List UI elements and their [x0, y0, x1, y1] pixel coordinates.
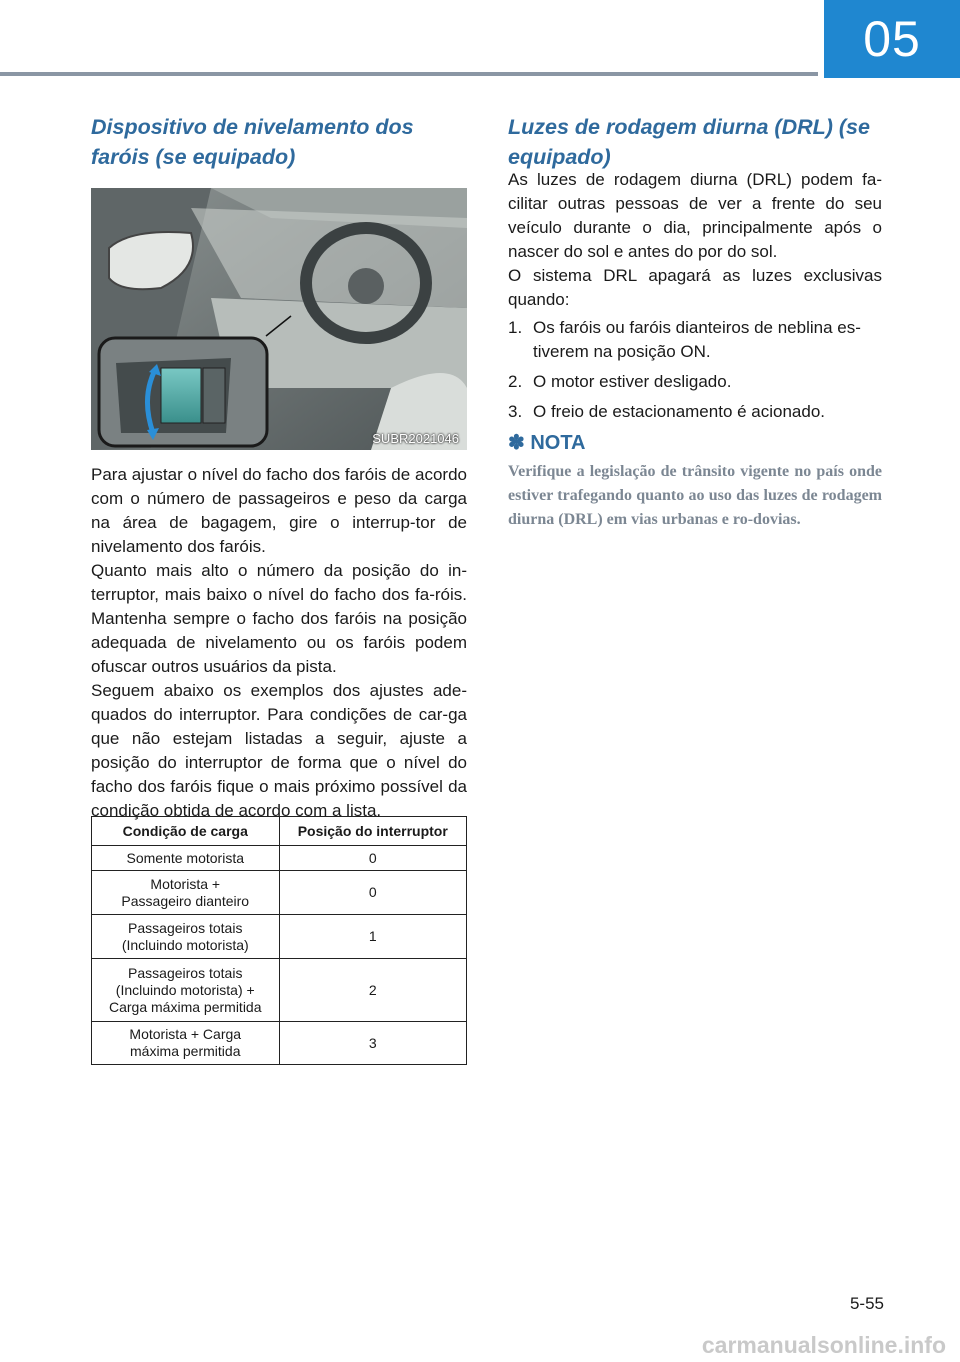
- table-row: [92, 846, 467, 871]
- table-header: Posição do interruptor: [279, 817, 467, 846]
- paragraph: Para ajustar o nível do facho dos faróis de acordo com o número de passageiros e peso da carga na área de bagagem, gire o interrup-tor de nivelamento dos faróis.: [91, 465, 467, 556]
- page-number: 5-55: [849, 1294, 884, 1313]
- load-condition-cell: [92, 1022, 280, 1065]
- list-number: 2.: [508, 372, 523, 391]
- note-text: Verifique a legislação de trânsito vigente no país onde estiver trafegando quanto ao uso das luzes de rodagem diurna (DRL) em vias urbanas e ro-dovias.: [508, 463, 882, 528]
- watermark: carmanualsonline.info: [701, 1332, 946, 1358]
- switch-position-cell: 1: [279, 915, 467, 959]
- switch-position-cell: 3: [279, 1022, 467, 1065]
- cell-line: Somente motorista: [126, 849, 244, 866]
- list-text: Os faróis ou faróis dianteiros de neblina es-tiverem na posição ON.: [533, 318, 861, 361]
- load-condition-cell: [92, 846, 280, 871]
- switch-position-cell: 2: [279, 959, 467, 1022]
- switch-position-cell: 0: [279, 846, 467, 871]
- list-item: [508, 316, 882, 364]
- paragraph: Quanto mais alto o número da posição do in-terruptor, mais baixo o nível do facho dos fa-róis. Mantenha sempre o facho dos faróis na posição adequada de nivelamento ou os faróis podem ofuscar outros usuários da pista.: [91, 561, 467, 676]
- paragraph: As luzes de rodagem diurna (DRL) podem fa-cilitar outras pessoas de ver a frente do seu veículo durante o dia, principalmente após o nascer do sol e antes do por do sol.: [508, 170, 882, 261]
- heading-line: Luzes de rodagem diurna (DRL) (se: [508, 115, 870, 139]
- cell-line: (Incluindo motorista): [121, 936, 249, 953]
- heading-line: Dispositivo de nivelamento dos: [91, 115, 414, 139]
- cell-line: Motorista + Carga: [129, 1026, 242, 1042]
- paragraph: O sistema DRL apagará as luzes exclusivas quando:: [508, 266, 882, 309]
- headlight-leveling-figure: [91, 188, 467, 450]
- cell-line: Passageiros totais: [128, 919, 243, 936]
- table-header: Condição de carga: [92, 817, 280, 846]
- section-heading-leveling: [91, 112, 467, 172]
- table-row: [92, 871, 467, 915]
- list-item: [508, 370, 882, 394]
- note-title: ✽ NOTA: [508, 432, 586, 454]
- car-interior-illustration: [91, 188, 467, 450]
- table-row: [92, 915, 467, 959]
- load-condition-table: [91, 816, 467, 1065]
- list-number: 1.: [508, 318, 523, 337]
- table-row: [92, 959, 467, 1022]
- heading-line: faróis (se equipado): [91, 145, 296, 169]
- header-rule: [0, 72, 818, 76]
- load-condition-cell: [92, 915, 280, 959]
- drl-conditions-list: [508, 316, 882, 430]
- table-row: [92, 1022, 467, 1065]
- cell-line: Motorista +: [150, 875, 221, 892]
- paragraph: Seguem abaixo os exemplos dos ajustes ade-quados do interruptor. Para condições de car-ga que não estejam listadas a seguir, ajuste a posição do interruptor de forma que o nível do facho dos faróis fique o mais próximo possível da condição obtida de acordo com a lista.: [91, 681, 467, 820]
- table-header-row: [92, 817, 467, 846]
- list-text: O freio de estacionamento é acionado.: [533, 402, 826, 421]
- load-condition-cell: [92, 959, 280, 1022]
- cell-line: Carga máxima permitida: [109, 998, 262, 1015]
- cell-line: Passageiro dianteiro: [121, 892, 250, 909]
- load-condition-cell: [92, 871, 280, 915]
- switch-position-cell: 0: [279, 871, 467, 915]
- chapter-tab: 05: [824, 0, 960, 78]
- list-text: O motor estiver desligado.: [533, 372, 732, 391]
- cell-line: Passageiros totais: [128, 964, 243, 981]
- section-heading-drl: [508, 112, 882, 172]
- heading-line: equipado): [508, 145, 611, 169]
- figure-code: SUBR2021046: [372, 431, 459, 446]
- cell-line: (Incluindo motorista) +: [115, 981, 255, 998]
- list-item: [508, 400, 882, 424]
- list-number: 3.: [508, 402, 523, 421]
- cell-line: máxima permitida: [130, 1043, 241, 1059]
